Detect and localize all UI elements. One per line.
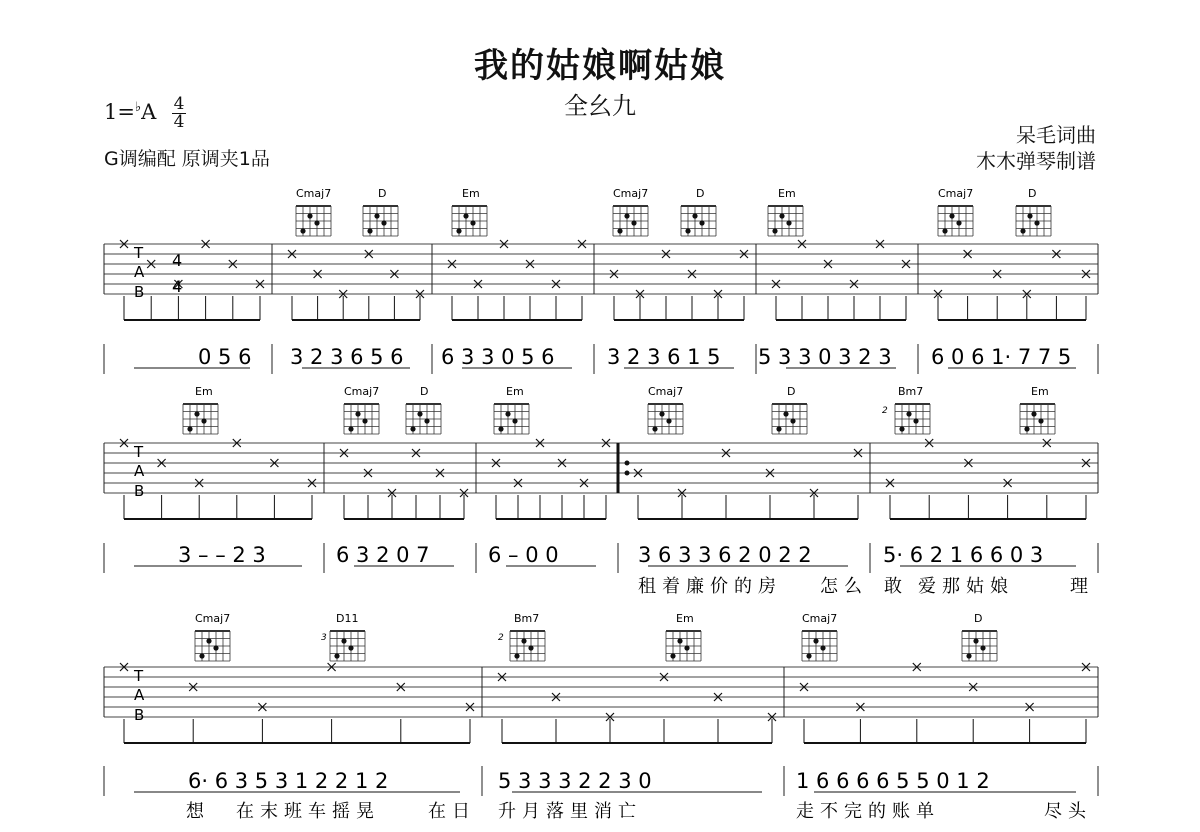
chord-names xyxy=(195,187,1049,643)
key-prefix: 1= xyxy=(104,100,135,124)
chord-finger-dot xyxy=(334,653,339,658)
chord-finger-dot xyxy=(348,645,353,650)
notation-segment: 6 – 0 0 xyxy=(488,543,559,567)
chord-finger-dot xyxy=(949,213,954,218)
lyric-segment: 走不完的账单 xyxy=(796,801,940,822)
tab-clef-t: T xyxy=(134,443,144,461)
chord-name: D xyxy=(696,187,705,200)
chord-name: Bm7 xyxy=(514,612,540,625)
chord-finger-dot xyxy=(899,426,904,431)
chord-finger-dot xyxy=(463,213,468,218)
chord-finger-dot xyxy=(980,645,985,650)
chord-finger-dot xyxy=(362,418,367,423)
chord-finger-dot xyxy=(1031,411,1036,416)
chord-finger-dot xyxy=(659,411,664,416)
chord-finger-dot xyxy=(776,426,781,431)
chord-name: D xyxy=(1028,187,1037,200)
chord-name: Cmaj7 xyxy=(802,612,838,625)
notation-segment: 5· 6 2 1 6 6 0 3 xyxy=(883,543,1044,567)
key-note: A xyxy=(141,100,157,124)
chord-finger-dot xyxy=(417,411,422,416)
chord-finger-dot xyxy=(341,638,346,643)
song-title: 我的姑娘啊姑娘 xyxy=(474,46,726,86)
chord-finger-dot xyxy=(300,228,305,233)
chord-finger-dot xyxy=(381,220,386,225)
fret-number: 3 xyxy=(321,633,327,643)
lyric-segment: 租着廉价的房 xyxy=(638,576,782,597)
notation-segment: 3 2 3 6 5 6 xyxy=(290,345,404,369)
chord-name: Em xyxy=(462,187,480,200)
chord-name: Em xyxy=(506,385,524,398)
chord-finger-dot xyxy=(470,220,475,225)
tab-clef-b: B xyxy=(134,283,145,301)
chord-name: Cmaj7 xyxy=(296,187,332,200)
chord-finger-dot xyxy=(790,418,795,423)
chord-name: Cmaj7 xyxy=(344,385,380,398)
chord-name: Em xyxy=(778,187,796,200)
lyric-segment: 想 xyxy=(186,801,210,822)
chord-name: D11 xyxy=(336,612,359,625)
chord-finger-dot xyxy=(677,638,682,643)
lyric-segment: 在末班车摇晃 xyxy=(236,801,380,822)
fret-number: 2 xyxy=(498,633,504,643)
chord-name: D xyxy=(787,385,796,398)
notation-segment: 6 3 3 0 5 6 xyxy=(441,345,555,369)
chord-name: Em xyxy=(1031,385,1049,398)
chord-finger-dot xyxy=(213,645,218,650)
chord-finger-dot xyxy=(505,411,510,416)
time-sig-bottom: 4 xyxy=(173,112,185,132)
lyric-segment: 在日 xyxy=(428,801,476,822)
chord-finger-dot xyxy=(348,426,353,431)
chord-finger-dot xyxy=(913,418,918,423)
chord-finger-dot xyxy=(973,638,978,643)
chord-finger-dot xyxy=(652,426,657,431)
chord-finger-dot xyxy=(374,213,379,218)
tab-clef-b: B xyxy=(134,706,145,724)
lyric-segment: 理 xyxy=(1070,576,1094,597)
notation-segment: 6 0 6 1· 7 7 5 xyxy=(931,345,1072,369)
chord-finger-dot xyxy=(684,645,689,650)
lyric-segment: 怎么 xyxy=(820,576,868,597)
lyric-segment: 升月落里消亡 xyxy=(498,801,642,822)
tab-clef-t: T xyxy=(134,667,144,685)
chord-finger-dot xyxy=(528,645,533,650)
notation-segment: 1 6 6 6 6 5 5 0 1 2 xyxy=(796,769,990,793)
tab-time-sig-top: 4 xyxy=(172,251,183,270)
chord-name: D xyxy=(420,385,429,398)
notation-segment: 0 5 6 xyxy=(198,345,252,369)
chord-finger-dot xyxy=(1020,228,1025,233)
chord-finger-dot xyxy=(512,418,517,423)
tab-clef-b: B xyxy=(134,482,145,500)
chord-finger-dot xyxy=(772,228,777,233)
chord-finger-dot xyxy=(692,213,697,218)
chord-finger-dot xyxy=(367,228,372,233)
tab-clef-a: A xyxy=(134,686,145,704)
chord-finger-dot xyxy=(199,653,204,658)
chord-finger-dot xyxy=(779,213,784,218)
chord-finger-dot xyxy=(956,220,961,225)
chord-name: D xyxy=(974,612,983,625)
lyricist-credit: 呆毛词曲 xyxy=(1016,123,1096,147)
chord-name: Em xyxy=(676,612,694,625)
chord-finger-dot xyxy=(699,220,704,225)
tab-time-sig-bottom: 4 xyxy=(172,277,183,296)
chord-finger-dot xyxy=(666,418,671,423)
notation-segment: 5 3 3 0 3 2 3 xyxy=(758,345,892,369)
lyric-segment: 敢 xyxy=(884,576,908,597)
chord-finger-dot xyxy=(1027,213,1032,218)
notation-segment: 6· 6 3 5 3 1 2 2 1 2 xyxy=(188,769,389,793)
tab-clef-a: A xyxy=(134,263,145,281)
repeat-dot xyxy=(625,461,630,466)
notation-segment: 5 3 3 3 2 2 3 0 xyxy=(498,769,652,793)
chord-finger-dot xyxy=(201,418,206,423)
notation-segment: 3 6 3 3 6 2 0 2 2 xyxy=(638,543,812,567)
lyric-segment: 尽头 xyxy=(1044,801,1092,822)
tab-clef-a: A xyxy=(134,462,145,480)
flat-sign: ♭ xyxy=(134,100,142,115)
chord-name: Cmaj7 xyxy=(195,612,231,625)
artist-name: 全幺九 xyxy=(564,92,636,120)
chord-finger-dot xyxy=(786,220,791,225)
chord-finger-dot xyxy=(194,411,199,416)
chord-finger-dot xyxy=(355,411,360,416)
chord-finger-dot xyxy=(410,426,415,431)
numbered-notation xyxy=(178,345,1071,793)
chord-finger-dot xyxy=(307,213,312,218)
chord-finger-dot xyxy=(206,638,211,643)
chord-finger-dot xyxy=(631,220,636,225)
chord-finger-dot xyxy=(906,411,911,416)
chord-finger-dot xyxy=(1038,418,1043,423)
chord-finger-dot xyxy=(456,228,461,233)
chord-finger-dot xyxy=(187,426,192,431)
notation-segment: 3 2 3 6 1 5 xyxy=(607,345,721,369)
chord-finger-dot xyxy=(820,645,825,650)
chord-name: Bm7 xyxy=(898,385,924,398)
chord-finger-dot xyxy=(617,228,622,233)
repeat-dot xyxy=(625,471,630,476)
chord-name: Cmaj7 xyxy=(648,385,684,398)
notation-segment: 3 – – 2 3 xyxy=(178,543,266,567)
chord-finger-dot xyxy=(1024,426,1029,431)
chord-finger-dot xyxy=(1034,220,1039,225)
fret-number: 2 xyxy=(882,406,888,416)
chord-finger-dot xyxy=(966,653,971,658)
chord-name: Cmaj7 xyxy=(938,187,974,200)
transcriber-credit: 木木弹琴制谱 xyxy=(976,149,1096,173)
chord-name: D xyxy=(378,187,387,200)
chord-finger-dot xyxy=(942,228,947,233)
chord-finger-dot xyxy=(314,220,319,225)
chord-finger-dot xyxy=(813,638,818,643)
chord-finger-dot xyxy=(670,653,675,658)
chord-finger-dot xyxy=(685,228,690,233)
time-sig-top: 4 xyxy=(173,94,185,114)
chord-finger-dot xyxy=(424,418,429,423)
tab-clef-t: T xyxy=(134,244,144,262)
chord-finger-dot xyxy=(514,653,519,658)
chord-name: Em xyxy=(195,385,213,398)
chord-name: Cmaj7 xyxy=(613,187,649,200)
arrangement-note: G调编配 原调夹1品 xyxy=(104,148,270,170)
chord-finger-dot xyxy=(783,411,788,416)
chord-finger-dot xyxy=(624,213,629,218)
tab-clef xyxy=(133,244,182,724)
chord-finger-dot xyxy=(498,426,503,431)
lyric-segment: 爱那姑娘 xyxy=(918,576,1014,597)
chord-finger-dot xyxy=(521,638,526,643)
chord-finger-dot xyxy=(806,653,811,658)
notation-segment: 6 3 2 0 7 xyxy=(336,543,430,567)
